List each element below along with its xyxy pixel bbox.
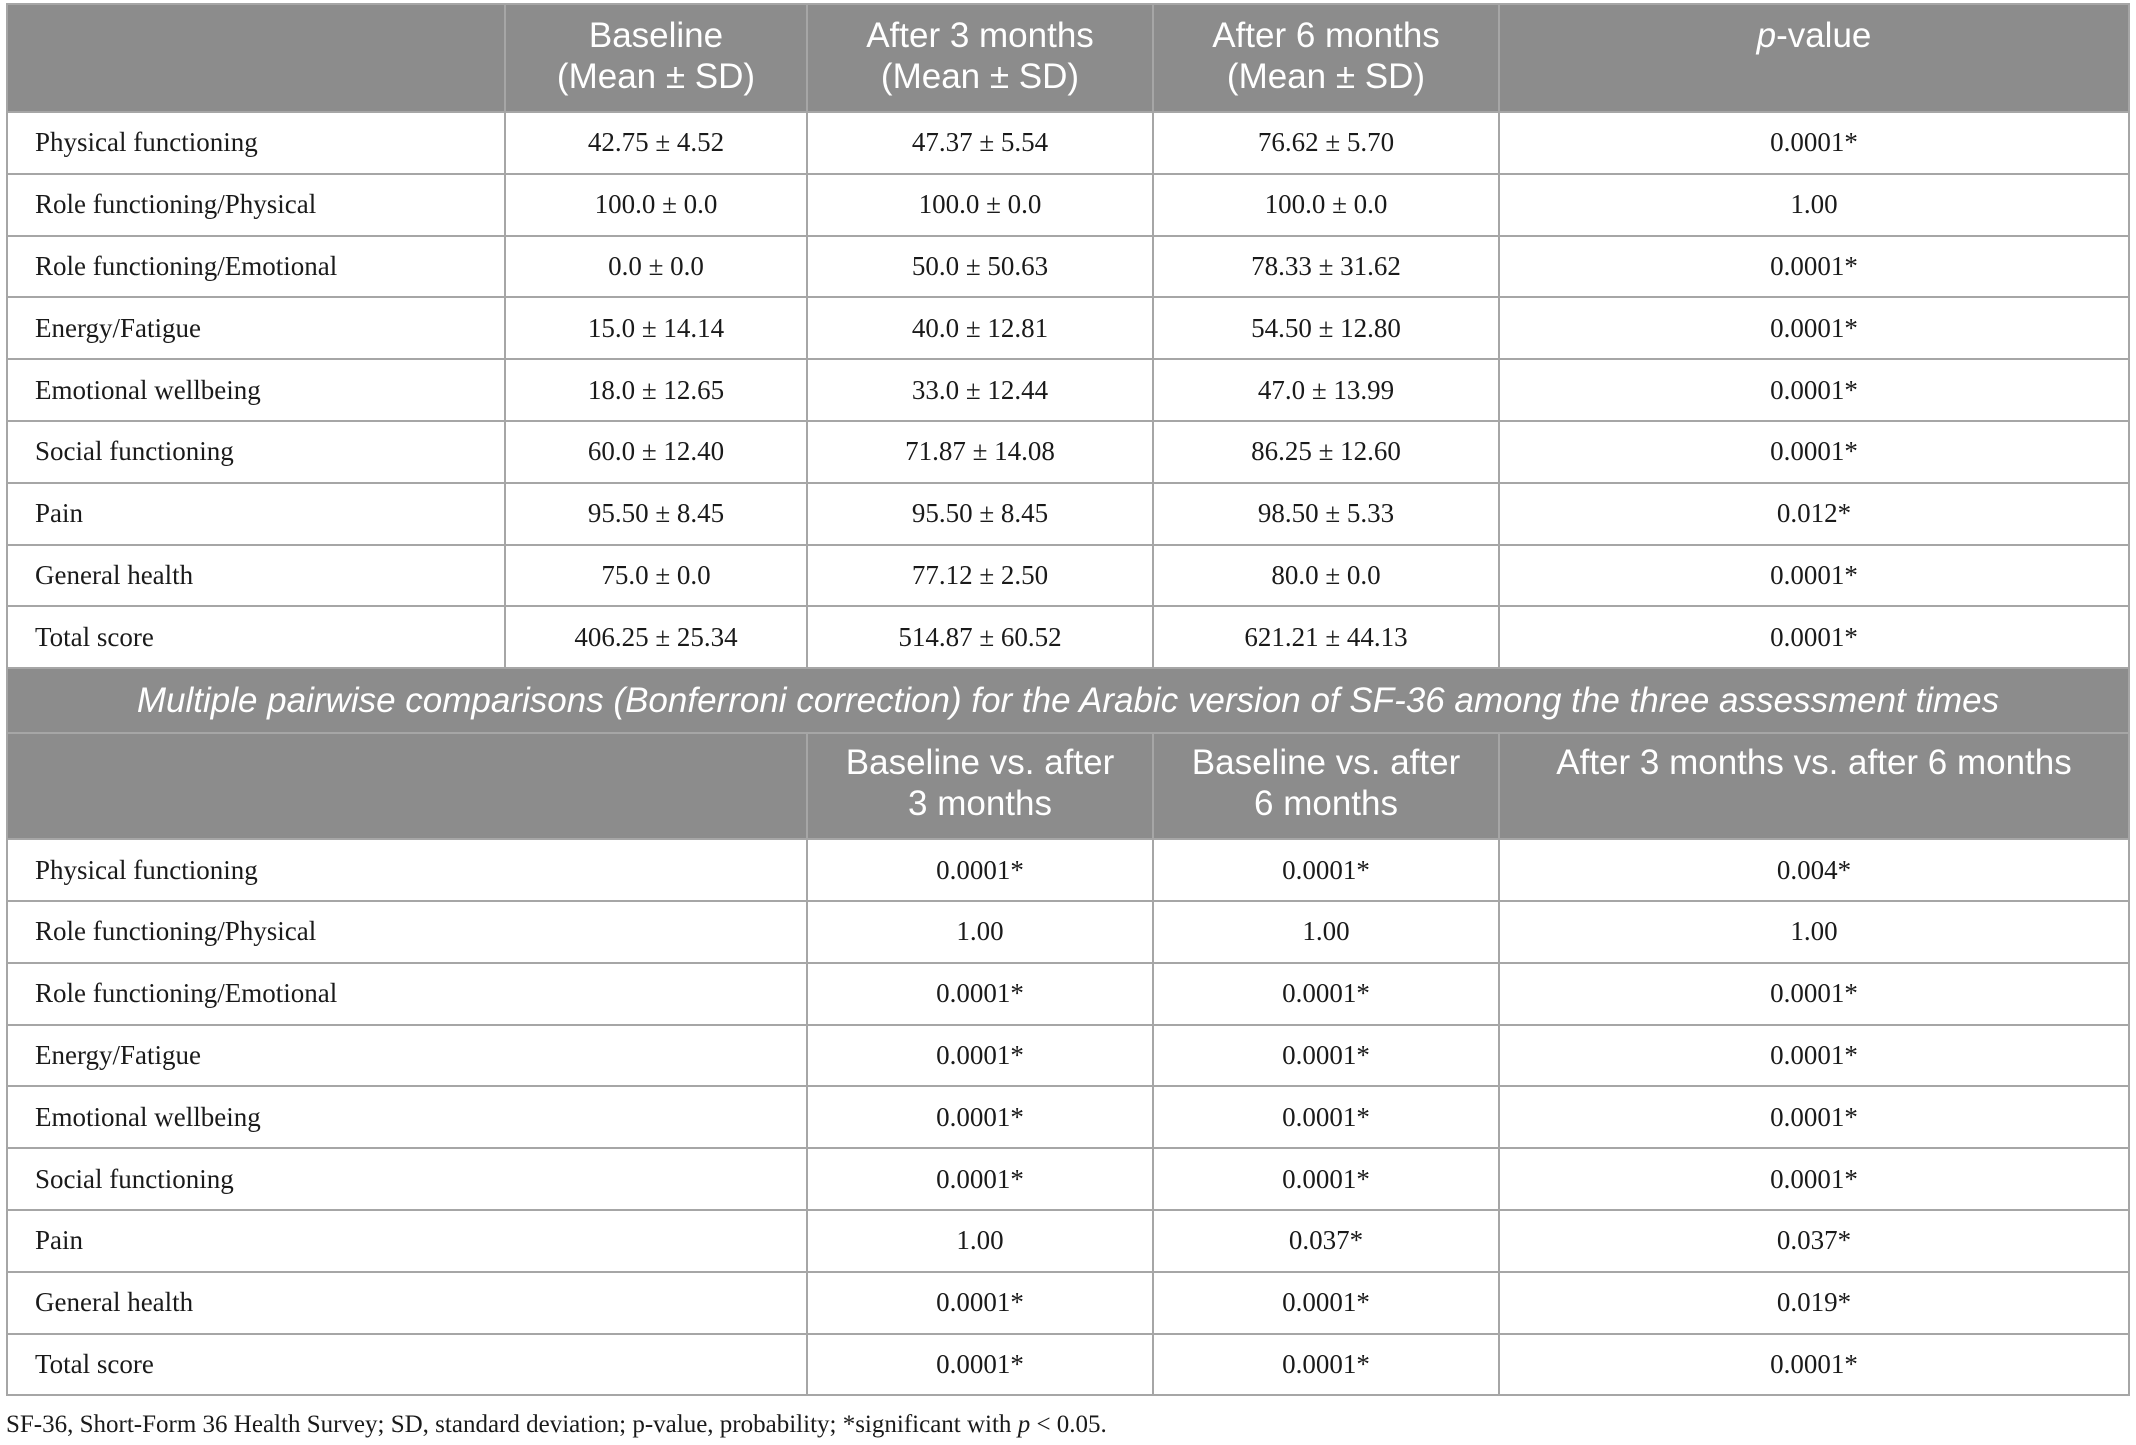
cell-baseline: 0.0 ± 0.0 — [505, 236, 807, 298]
row-label: Total score — [7, 606, 505, 668]
cell-3-vs-6: 0.0001* — [1499, 1334, 2129, 1396]
table1-row — [7, 297, 2129, 359]
row-label: Physical functioning — [7, 112, 505, 174]
cell-baseline: 100.0 ± 0.0 — [505, 174, 807, 236]
cell-after-3-months: 47.37 ± 5.54 — [807, 112, 1153, 174]
table1-row — [7, 545, 2129, 607]
cell-after-3-months: 50.0 ± 50.63 — [807, 236, 1153, 298]
sf36-results-table — [6, 3, 2130, 1396]
header-bvs6-line2: 6 months — [1254, 784, 1398, 824]
table2-header-blank — [7, 733, 807, 839]
cell-baseline-vs-6: 0.0001* — [1153, 1272, 1499, 1334]
cell-p-value: 0.012* — [1499, 483, 2129, 545]
row-label: Pain — [7, 1210, 807, 1272]
table2-row — [7, 839, 2129, 901]
cell-3-vs-6: 0.0001* — [1499, 1025, 2129, 1087]
cell-after-3-months: 95.50 ± 8.45 — [807, 483, 1153, 545]
header-after6-line1: After 6 months — [1212, 16, 1440, 55]
header-baseline — [505, 4, 807, 112]
cell-p-value: 0.0001* — [1499, 421, 2129, 483]
row-label: Energy/Fatigue — [7, 297, 505, 359]
cell-after-6-months: 78.33 ± 31.62 — [1153, 236, 1499, 298]
cell-after-6-months: 54.50 ± 12.80 — [1153, 297, 1499, 359]
cell-baseline-vs-6: 0.0001* — [1153, 1025, 1499, 1087]
row-label: Role functioning/Emotional — [7, 963, 807, 1025]
header-after-6-months — [1153, 4, 1499, 112]
cell-3-vs-6: 0.019* — [1499, 1272, 2129, 1334]
header-baseline-vs-3 — [807, 733, 1153, 839]
row-label: Role functioning/Emotional — [7, 236, 505, 298]
row-label: Role functioning/Physical — [7, 174, 505, 236]
row-label: Role functioning/Physical — [7, 901, 807, 963]
cell-baseline-vs-3: 0.0001* — [807, 963, 1153, 1025]
table1-row — [7, 174, 2129, 236]
table1-row — [7, 483, 2129, 545]
table1-body — [7, 112, 2129, 668]
header-after6-line2: (Mean ± SD) — [1226, 57, 1426, 96]
cell-3-vs-6: 0.004* — [1499, 839, 2129, 901]
table2-row — [7, 901, 2129, 963]
cell-3-vs-6: 0.0001* — [1499, 1148, 2129, 1210]
row-label: Total score — [7, 1334, 807, 1396]
section-title: Multiple pairwise comparisons (Bonferroni correction) for the Arabic version of SF-36 among the three assessment times — [7, 668, 2129, 733]
cell-baseline-vs-6: 0.0001* — [1153, 963, 1499, 1025]
header-after3-line1: After 3 months — [866, 16, 1094, 55]
footnote-p: p — [1017, 1411, 1031, 1438]
cell-p-value: 1.00 — [1499, 174, 2129, 236]
cell-baseline: 15.0 ± 14.14 — [505, 297, 807, 359]
table-footnote — [6, 1411, 1107, 1439]
cell-baseline-vs-3: 1.00 — [807, 901, 1153, 963]
cell-3-vs-6: 0.037* — [1499, 1210, 2129, 1272]
cell-after-6-months: 100.0 ± 0.0 — [1153, 174, 1499, 236]
cell-baseline-vs-3: 0.0001* — [807, 1025, 1153, 1087]
table2-body — [7, 839, 2129, 1395]
table2-row — [7, 1272, 2129, 1334]
cell-after-3-months: 100.0 ± 0.0 — [807, 174, 1153, 236]
cell-p-value: 0.0001* — [1499, 545, 2129, 607]
header-3vs6-line1: After 3 months vs. after 6 months — [1556, 743, 2072, 783]
table1-header-row — [7, 4, 2129, 112]
cell-p-value: 0.0001* — [1499, 606, 2129, 668]
table1-row — [7, 606, 2129, 668]
row-label: Emotional wellbeing — [7, 359, 505, 421]
header-p-rest: -value — [1776, 16, 1872, 55]
cell-baseline: 42.75 ± 4.52 — [505, 112, 807, 174]
table2-row — [7, 1334, 2129, 1396]
table1-row — [7, 236, 2129, 298]
cell-after-6-months: 98.50 ± 5.33 — [1153, 483, 1499, 545]
cell-baseline-vs-6: 1.00 — [1153, 901, 1499, 963]
cell-after-3-months: 33.0 ± 12.44 — [807, 359, 1153, 421]
row-label: Social functioning — [7, 1148, 807, 1210]
header-after3-line2: (Mean ± SD) — [880, 57, 1080, 96]
cell-after-3-months: 71.87 ± 14.08 — [807, 421, 1153, 483]
table1-header-blank — [7, 4, 505, 112]
cell-3-vs-6: 0.0001* — [1499, 1086, 2129, 1148]
cell-baseline-vs-6: 0.037* — [1153, 1210, 1499, 1272]
section-title-row — [7, 668, 2129, 733]
cell-after-6-months: 80.0 ± 0.0 — [1153, 545, 1499, 607]
cell-baseline-vs-6: 0.0001* — [1153, 1086, 1499, 1148]
cell-after-3-months: 514.87 ± 60.52 — [807, 606, 1153, 668]
header-p-italic: p — [1756, 16, 1777, 55]
footnote-tail: < 0.05. — [1030, 1411, 1107, 1438]
row-label: General health — [7, 1272, 807, 1334]
cell-after-6-months: 47.0 ± 13.99 — [1153, 359, 1499, 421]
header-baseline-line1: Baseline — [588, 16, 724, 55]
row-label: General health — [7, 545, 505, 607]
cell-baseline-vs-6: 0.0001* — [1153, 1334, 1499, 1396]
table1-row — [7, 359, 2129, 421]
cell-baseline: 406.25 ± 25.34 — [505, 606, 807, 668]
row-label: Emotional wellbeing — [7, 1086, 807, 1148]
table1-row — [7, 112, 2129, 174]
cell-p-value: 0.0001* — [1499, 236, 2129, 298]
cell-after-3-months: 40.0 ± 12.81 — [807, 297, 1153, 359]
cell-after-6-months: 86.25 ± 12.60 — [1153, 421, 1499, 483]
table2-row — [7, 963, 2129, 1025]
row-label: Social functioning — [7, 421, 505, 483]
cell-baseline: 60.0 ± 12.40 — [505, 421, 807, 483]
footnote-text: SF-36, Short-Form 36 Health Survey; SD, standard deviation; p-value, probability; *significant with — [6, 1411, 1018, 1438]
row-label: Pain — [7, 483, 505, 545]
cell-3-vs-6: 1.00 — [1499, 901, 2129, 963]
cell-baseline-vs-3: 1.00 — [807, 1210, 1153, 1272]
table1-row — [7, 421, 2129, 483]
row-label: Physical functioning — [7, 839, 807, 901]
cell-baseline-vs-3: 0.0001* — [807, 1148, 1153, 1210]
cell-baseline-vs-3: 0.0001* — [807, 839, 1153, 901]
table2-row — [7, 1210, 2129, 1272]
row-label: Energy/Fatigue — [7, 1025, 807, 1087]
table2-row — [7, 1025, 2129, 1087]
table2-row — [7, 1148, 2129, 1210]
header-after-3-months — [807, 4, 1153, 112]
cell-baseline-vs-6: 0.0001* — [1153, 839, 1499, 901]
cell-after-3-months: 77.12 ± 2.50 — [807, 545, 1153, 607]
cell-3-vs-6: 0.0001* — [1499, 963, 2129, 1025]
header-bvs3-line1: Baseline vs. after — [845, 743, 1115, 783]
header-baseline-vs-6 — [1153, 733, 1499, 839]
header-bvs3-line2: 3 months — [908, 784, 1052, 824]
cell-baseline: 75.0 ± 0.0 — [505, 545, 807, 607]
cell-after-6-months: 76.62 ± 5.70 — [1153, 112, 1499, 174]
cell-p-value: 0.0001* — [1499, 297, 2129, 359]
header-p-value — [1499, 4, 2129, 112]
cell-p-value: 0.0001* — [1499, 112, 2129, 174]
header-baseline-line2: (Mean ± SD) — [556, 57, 756, 96]
cell-baseline: 95.50 ± 8.45 — [505, 483, 807, 545]
table2-header-row — [7, 733, 2129, 839]
header-3-vs-6 — [1499, 733, 2129, 839]
cell-baseline: 18.0 ± 12.65 — [505, 359, 807, 421]
cell-baseline-vs-3: 0.0001* — [807, 1334, 1153, 1396]
table2-row — [7, 1086, 2129, 1148]
cell-baseline-vs-6: 0.0001* — [1153, 1148, 1499, 1210]
cell-baseline-vs-3: 0.0001* — [807, 1272, 1153, 1334]
cell-p-value: 0.0001* — [1499, 359, 2129, 421]
cell-baseline-vs-3: 0.0001* — [807, 1086, 1153, 1148]
header-bvs6-line1: Baseline vs. after — [1191, 743, 1461, 783]
cell-after-6-months: 621.21 ± 44.13 — [1153, 606, 1499, 668]
